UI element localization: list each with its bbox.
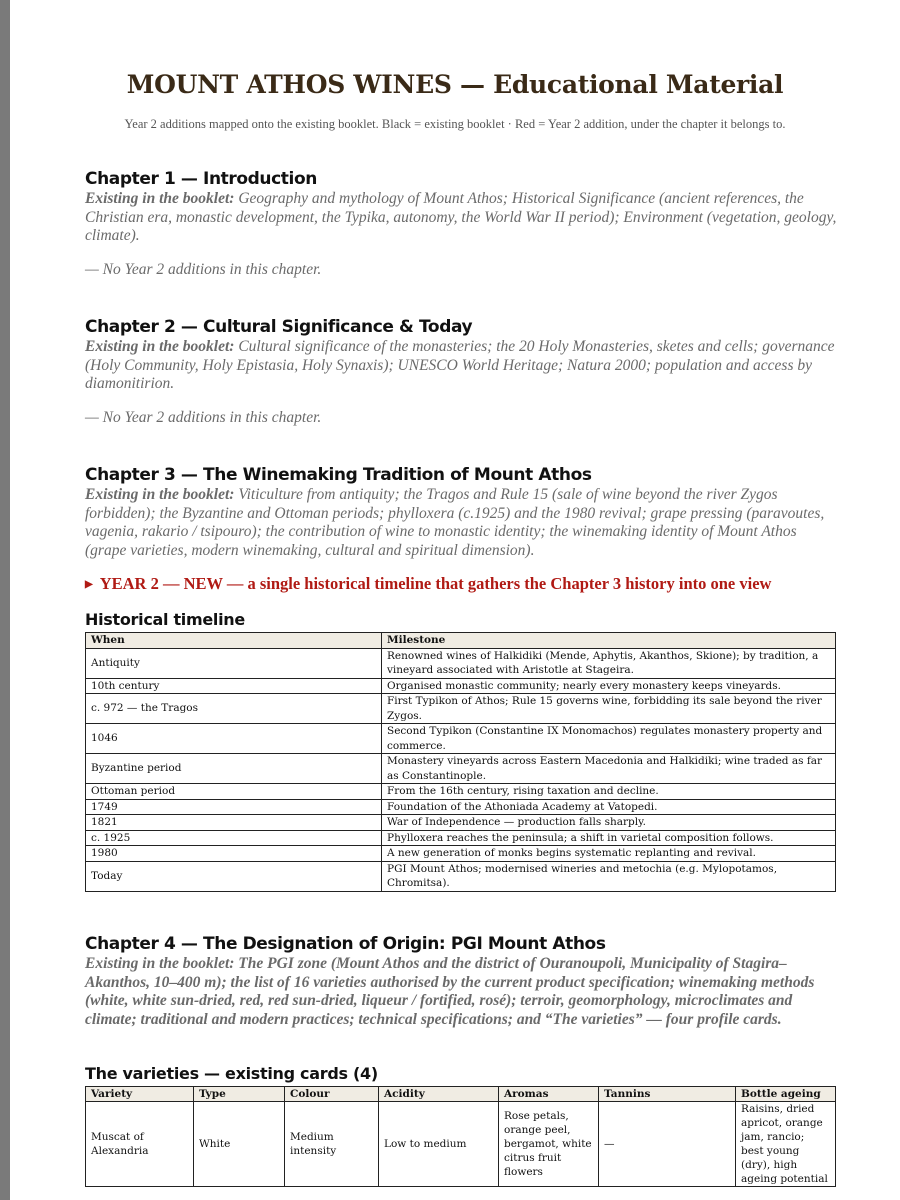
milestone-cell: Second Typikon (Constantine IX Monomachos) regulates monastery property and commerce. bbox=[382, 724, 836, 754]
table-row bbox=[86, 846, 836, 862]
existing-lead: Existing in the booklet: bbox=[85, 338, 235, 355]
table-row bbox=[86, 754, 836, 784]
column-header-tannins: Tannins bbox=[599, 1087, 736, 1102]
table-row bbox=[86, 724, 836, 754]
document-page bbox=[10, 0, 900, 1200]
aromas-cell: Rose petals, orange peel, bergamot, white citrus fruit flowers bbox=[499, 1102, 599, 1187]
milestone-cell: War of Independence — production falls sharply. bbox=[382, 815, 836, 831]
chapter-heading: Chapter 1 — Introduction bbox=[85, 169, 317, 189]
table-row bbox=[86, 799, 836, 815]
tannins-cell: — bbox=[599, 1102, 736, 1187]
table-row bbox=[86, 678, 836, 694]
milestone-cell: PGI Mount Athos; modernised wineries and metochia (e.g. Mylopotamos, Chromitsa). bbox=[382, 861, 836, 891]
chapter-4 bbox=[85, 934, 840, 1029]
varieties-section bbox=[85, 1064, 378, 1083]
column-header-acidity: Acidity bbox=[379, 1087, 499, 1102]
timeline-table bbox=[85, 632, 836, 892]
existing-lead: Existing in the booklet: bbox=[85, 190, 235, 207]
milestone-cell: First Typikon of Athos; Rule 15 governs wine, forbidding its sale beyond the river Zygos. bbox=[382, 694, 836, 724]
variety-cell: Muscat of Alexandria bbox=[86, 1102, 194, 1187]
varieties-title: The varieties — existing cards (4) bbox=[85, 1064, 378, 1083]
milestone-cell: A new generation of monks begins systematic replanting and revival. bbox=[382, 846, 836, 862]
type-cell: White bbox=[194, 1102, 285, 1187]
table-row bbox=[86, 815, 836, 831]
milestone-cell: Monastery vineyards across Eastern Macedonia and Halkidiki; wine traded as far as Constantinople. bbox=[382, 754, 836, 784]
chapter-heading: Chapter 3 — The Winemaking Tradition of Mount Athos bbox=[85, 465, 592, 485]
when-cell: Antiquity bbox=[86, 648, 382, 678]
milestone-cell: Organised monastic community; nearly every monastery keeps vineyards. bbox=[382, 678, 836, 694]
table-row bbox=[86, 830, 836, 846]
chapter-heading: Chapter 4 — The Designation of Origin: PGI Mount Athos bbox=[85, 934, 606, 954]
timeline-table-wrap bbox=[85, 632, 836, 892]
milestone-cell: Foundation of the Athoniada Academy at Vatopedi. bbox=[382, 799, 836, 815]
milestone-cell: From the 16th century, rising taxation and decline. bbox=[382, 784, 836, 800]
column-header-colour: Colour bbox=[285, 1087, 379, 1102]
existing-lead: Existing in the booklet: bbox=[85, 486, 235, 503]
timeline-section bbox=[85, 610, 245, 629]
varieties-table-wrap bbox=[85, 1086, 836, 1187]
no-additions-note: — No Year 2 additions in this chapter. bbox=[85, 408, 322, 426]
existing-summary bbox=[85, 486, 840, 560]
when-cell: 1046 bbox=[86, 724, 382, 754]
when-cell: 1821 bbox=[86, 815, 382, 831]
colour-cell: Medium intensity bbox=[285, 1102, 379, 1187]
milestone-cell: Phylloxera reaches the peninsula; a shift in varietal composition follows. bbox=[382, 830, 836, 846]
when-cell: Byzantine period bbox=[86, 754, 382, 784]
chapter-1 bbox=[85, 169, 840, 279]
table-row bbox=[86, 694, 836, 724]
document-title: MOUNT ATHOS WINES — Educational Material bbox=[126, 70, 784, 99]
no-additions-note: — No Year 2 additions in this chapter. bbox=[85, 260, 322, 278]
when-cell: c. 1925 bbox=[86, 830, 382, 846]
existing-text: Viticulture from antiquity; the Tragos and Rule 15 (sale of wine beyond the river Zygos forbidden); the Byzantine and Ottoman periods; phylloxera (c.1925) and the 1980 revival; grape pressing (paravoutes, vagenia, rakario / tsipouro); the contribution of wine to monastic identity; the winemaking identity of Mount Athos (grape varieties, modern winemaking, cultural and spiritual dimension). bbox=[85, 486, 825, 559]
column-header-aromas: Aromas bbox=[499, 1087, 599, 1102]
table-header-row bbox=[86, 1087, 836, 1102]
triangle-marker-icon: ▶ bbox=[85, 578, 93, 590]
timeline-title: Historical timeline bbox=[85, 610, 245, 629]
existing-text: Cultural significance of the monasteries; the 20 Holy Monasteries, sketes and cells; governance (Holy Community, Holy Epistasia, Holy Synaxis); UNESCO World Heritage; Natura 2000; population and access by diamonitirion. bbox=[85, 338, 835, 392]
chapter-2 bbox=[85, 317, 840, 427]
when-cell: 1980 bbox=[86, 846, 382, 862]
when-cell: Ottoman period bbox=[86, 784, 382, 800]
when-cell: c. 972 — the Tragos bbox=[86, 694, 382, 724]
table-row bbox=[86, 784, 836, 800]
varieties-table bbox=[85, 1086, 836, 1187]
year2-callout bbox=[85, 574, 840, 594]
existing-text: Geography and mythology of Mount Athos; Historical Significance (ancient references, the Christian era, monastic development, the Typika, autonomy, the World War II period); Environment (vegetation, geology, climate). bbox=[85, 190, 837, 244]
column-header-milestone: Milestone bbox=[382, 633, 836, 649]
chapter-3 bbox=[85, 465, 840, 594]
year2-text: YEAR 2 — NEW — a single historical timeline that gathers the Chapter 3 history into one view bbox=[99, 574, 772, 593]
ageing-cell: Raisins, dried apricot, orange jam, rancio; best young (dry), high ageing potential bbox=[736, 1102, 836, 1187]
column-header-type: Type bbox=[194, 1087, 285, 1102]
when-cell: Today bbox=[86, 861, 382, 891]
existing-summary bbox=[85, 338, 840, 394]
column-header-variety: Variety bbox=[86, 1087, 194, 1102]
table-row bbox=[86, 1102, 836, 1187]
milestone-cell: Renowned wines of Halkidiki (Mende, Aphytis, Akanthos, Skione); by tradition, a vineyard associated with Aristotle at Stageira. bbox=[382, 648, 836, 678]
when-cell: 10th century bbox=[86, 678, 382, 694]
column-header-when: When bbox=[86, 633, 382, 649]
existing-summary bbox=[85, 190, 840, 246]
table-row bbox=[86, 861, 836, 891]
document-subtitle: Year 2 additions mapped onto the existing booklet. Black = existing booklet · Red = Year 2 addition, under the chapter it belongs to. bbox=[124, 117, 786, 131]
chapter-heading: Chapter 2 — Cultural Significance & Today bbox=[85, 317, 473, 337]
table-row bbox=[86, 648, 836, 678]
existing-summary: Existing in the booklet: The PGI zone (Mount Athos and the district of Ouranoupoli, Municipality of Stagira–Akanthos, 10–400 m); the list of 16 varieties authorised by the current product specification; winemaking methods (white, white sun-dried, red, red sun-dried, liqueur / fortified, rosé); terroir, geomorphology, microclimates and climate; traditional and modern practices; technical specifications; and “The varieties” — four profile cards. bbox=[85, 955, 815, 1028]
acidity-cell: Low to medium bbox=[379, 1102, 499, 1187]
column-header-bottle-ageing: Bottle ageing bbox=[736, 1087, 836, 1102]
when-cell: 1749 bbox=[86, 799, 382, 815]
table-header-row bbox=[86, 633, 836, 649]
